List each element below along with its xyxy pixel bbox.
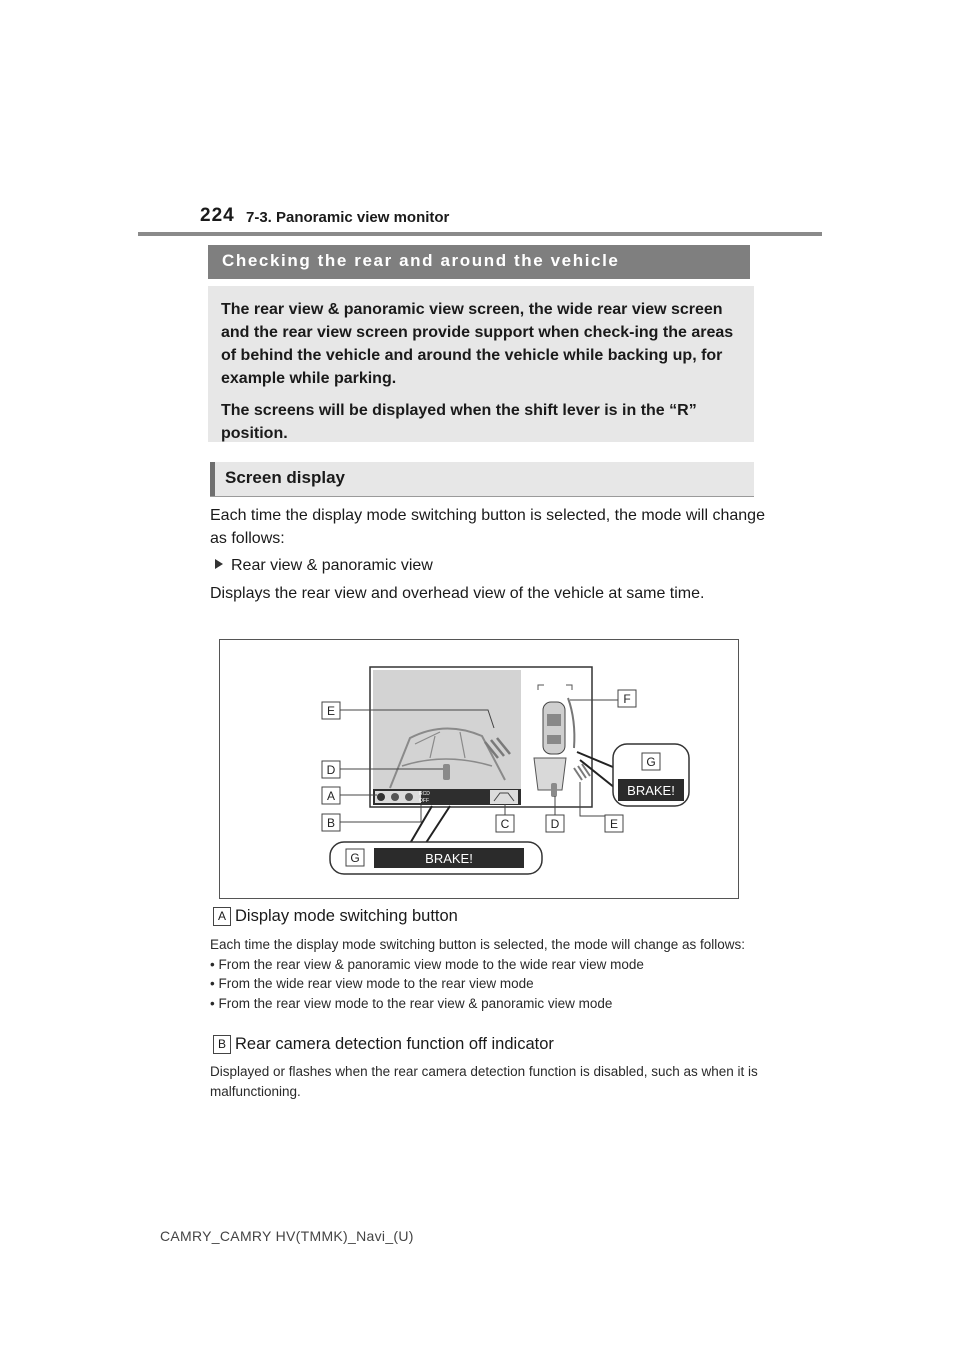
section-band-title: Checking the rear and around the vehicle xyxy=(208,245,750,279)
mode-icon-2 xyxy=(391,793,399,801)
label-c xyxy=(496,815,514,832)
label-a-text: A xyxy=(326,789,336,803)
label-e-left-text: E xyxy=(326,704,336,718)
item-b-body xyxy=(210,1062,770,1101)
car-windshield xyxy=(547,714,561,726)
item-b-lead: Displayed or flashes when the rear camera detection function is disabled, such as when it is malfunctioning. xyxy=(210,1064,758,1099)
item-a-point-1: • From the rear view & panoramic view mode to the wide rear view mode xyxy=(210,956,644,972)
bullet-rear-panoramic xyxy=(210,554,770,577)
label-g-right xyxy=(642,753,660,770)
item-a-point-3: • From the rear view mode to the rear view & panoramic view mode xyxy=(210,995,613,1011)
item-b-heading xyxy=(213,1035,554,1054)
label-g-right-text: G xyxy=(646,755,656,769)
panoramic-rear-zone xyxy=(534,758,566,790)
pedestrian-panoramic xyxy=(551,783,557,797)
label-d-left-text: D xyxy=(326,763,336,777)
intro-paragraph-2: The screens will be displayed when the shift lever is in the “R” position. xyxy=(221,402,697,442)
intro-paragraph-1: The rear view & panoramic view screen, the wide rear view screen and the rear view screen provide support when check-ing the areas of behind the vehicle and around the vehicle while backing up, for example while parking. xyxy=(221,301,734,387)
mode-icon-1 xyxy=(377,793,385,801)
bullet-label: Rear view & panoramic view xyxy=(231,557,433,574)
pedestrian-rear-view xyxy=(443,764,450,780)
item-a-heading xyxy=(213,907,458,926)
car-rear-window xyxy=(547,735,561,744)
label-d-bottom-text: D xyxy=(550,817,560,831)
label-e-bottom xyxy=(605,815,623,832)
label-c-text: C xyxy=(500,817,510,831)
label-e-left xyxy=(322,702,340,719)
item-a-title: Display mode switching button xyxy=(235,907,458,925)
section-title: 7-3. Panoramic view monitor xyxy=(246,209,450,226)
item-a-letter: A xyxy=(213,907,231,926)
subheading-screen-display: Screen display xyxy=(210,462,754,496)
guideline-toggle-button xyxy=(490,790,518,804)
label-g-bottom xyxy=(346,849,364,866)
intro-box xyxy=(208,286,754,442)
item-b-letter: B xyxy=(213,1035,231,1054)
label-a xyxy=(322,787,340,804)
overhead-car xyxy=(543,702,565,754)
rcd-off-line2: OFF xyxy=(419,798,429,804)
label-d-left xyxy=(322,761,340,778)
brake-text-bottom: BRAKE! xyxy=(425,851,473,866)
item-a-body xyxy=(210,935,770,1013)
screen-figure xyxy=(219,639,739,899)
item-a-point-2: • From the wide rear view mode to the rear view mode xyxy=(210,976,534,991)
rcd-off-line1: RCD xyxy=(419,791,430,797)
footer-model: CAMRY_CAMRY HV(TMMK)_Navi_(U) xyxy=(160,1228,414,1244)
brake-text-right: BRAKE! xyxy=(627,783,675,798)
header-divider xyxy=(138,232,822,236)
label-b xyxy=(322,814,340,831)
label-f-text: F xyxy=(623,692,631,706)
arrow-bullet-icon xyxy=(215,559,223,569)
item-a-lead: Each time the display mode switching button is selected, the mode will change as follows: xyxy=(210,937,746,952)
label-b-text: B xyxy=(326,816,336,830)
label-d-bottom xyxy=(546,815,564,832)
mode-icon-3 xyxy=(405,793,413,801)
page-number: 224 xyxy=(200,205,235,226)
label-g-bottom-text: G xyxy=(350,851,360,865)
monitor-illustration xyxy=(220,640,740,900)
label-f xyxy=(618,690,636,707)
screen-display-description: Displays the rear view and overhead view of the vehicle at same time. xyxy=(210,585,705,602)
item-b-title: Rear camera detection function off indicator xyxy=(235,1035,554,1053)
label-e-bottom-text: E xyxy=(609,817,619,831)
screen-display-lead: Each time the display mode switching button is selected, the mode will change as follows: xyxy=(210,507,765,547)
